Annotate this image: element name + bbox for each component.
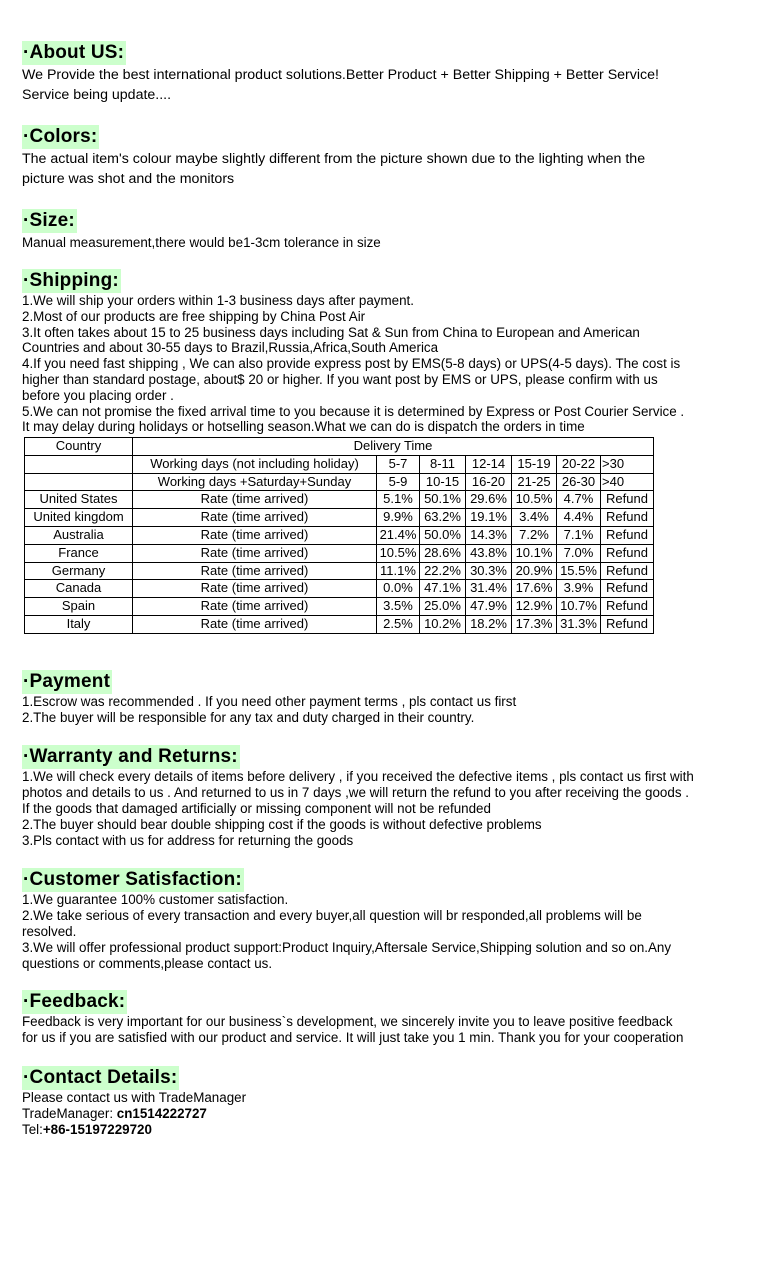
payment-line-2: 2.The buyer will be responsible for any tax and duty charged in their country. xyxy=(22,710,475,725)
rate-label-cell: Rate (time arrived) xyxy=(133,491,377,509)
rate-value-cell: 9.9% xyxy=(377,509,420,527)
rate-value-cell: 5.1% xyxy=(377,491,420,509)
contact-heading: ·Contact Details: xyxy=(23,1067,178,1088)
rate-value-cell: Refund xyxy=(601,562,654,580)
satisfaction-section xyxy=(22,868,770,972)
rate-value-cell: 47.1% xyxy=(420,580,466,598)
rate-label-cell: Rate (time arrived) xyxy=(133,615,377,633)
working-days-label: Working days (not including holiday) xyxy=(133,455,377,473)
table-row xyxy=(25,544,654,562)
tel-label: Tel: xyxy=(22,1122,43,1137)
rate-value-cell: 18.2% xyxy=(466,615,512,633)
rate-value-cell: 31.4% xyxy=(466,580,512,598)
rate-value-cell: 22.2% xyxy=(420,562,466,580)
rate-value-cell: 4.4% xyxy=(557,509,601,527)
rate-value-cell: Refund xyxy=(601,598,654,616)
rate-value-cell: 17.3% xyxy=(512,615,557,633)
rate-value-cell: 43.8% xyxy=(466,544,512,562)
shipping-section xyxy=(22,269,770,435)
empty-cell xyxy=(25,473,133,491)
rate-value-cell: 3.4% xyxy=(512,509,557,527)
shipping-line-2: 2.Most of our products are free shipping by China Post Air xyxy=(22,308,366,324)
rate-label-cell: Rate (time arrived) xyxy=(133,562,377,580)
table-row xyxy=(25,509,654,527)
warranty-line-2: photos and details to us . And returned to us in 7 days ,we will return the refund to you after receiving the goods . xyxy=(22,785,689,800)
cell: 12-14 xyxy=(466,455,512,473)
country-cell: United States xyxy=(25,491,133,509)
rate-value-cell: 25.0% xyxy=(420,598,466,616)
rate-value-cell: 10.2% xyxy=(420,615,466,633)
rate-value-cell: Refund xyxy=(601,491,654,509)
shipping-line-6: higher than standard postage, about$ 20 or higher. If you want post by EMS or UPS, please confirm with us xyxy=(22,371,658,387)
warranty-line-1: 1.We will check every details of items before delivery , if you received the defective items , pls contact us first with xyxy=(22,769,694,784)
about-heading: ·About US: xyxy=(23,42,125,63)
rate-label-cell: Rate (time arrived) xyxy=(133,598,377,616)
rate-value-cell: 7.0% xyxy=(557,544,601,562)
about-line-1: We Provide the best international product solutions.Better Product + Better Shipping + Better Service! xyxy=(22,67,659,83)
shipping-line-5: 4.If you need fast shipping , We can also provide express post by EMS(5-8 days) or UPS(4-5 days). The cost is xyxy=(22,356,681,372)
cell: 8-11 xyxy=(420,455,466,473)
rate-value-cell: 17.6% xyxy=(512,580,557,598)
rate-value-cell: 10.1% xyxy=(512,544,557,562)
feedback-line-1: Feedback is very important for our business`s development, we sincerely invite you to leave positive feedback xyxy=(22,1014,673,1029)
warranty-section xyxy=(22,745,770,849)
contact-tel xyxy=(22,1122,770,1138)
table-row xyxy=(25,526,654,544)
contact-trademanager xyxy=(22,1106,770,1122)
country-cell: United kingdom xyxy=(25,509,133,527)
rate-value-cell: 4.7% xyxy=(557,491,601,509)
cell: 16-20 xyxy=(466,473,512,491)
contact-section xyxy=(22,1066,770,1138)
country-cell: Italy xyxy=(25,615,133,633)
payment-line-1: 1.Escrow was recommended . If you need other payment terms , pls contact us first xyxy=(22,694,517,709)
rate-value-cell: 29.6% xyxy=(466,491,512,509)
feedback-line-2: for us if you are satisfied with our product and service. It will just take you 1 min. Thank you for your cooperation xyxy=(22,1030,684,1045)
about-section xyxy=(22,41,770,105)
rate-value-cell: Refund xyxy=(601,615,654,633)
satisfaction-line-1: 1.We guarantee 100% customer satisfaction. xyxy=(22,892,289,907)
rate-value-cell: 50.1% xyxy=(420,491,466,509)
about-line-2: Service being update.... xyxy=(22,87,172,103)
rate-value-cell: 3.9% xyxy=(557,580,601,598)
cell: 5-7 xyxy=(377,455,420,473)
rate-value-cell: 0.0% xyxy=(377,580,420,598)
delivery-time-table xyxy=(24,437,654,634)
table-row xyxy=(25,615,654,633)
rate-value-cell: Refund xyxy=(601,509,654,527)
feedback-heading: ·Feedback: xyxy=(23,991,126,1012)
colors-heading: ·Colors: xyxy=(23,126,98,147)
cell: 10-15 xyxy=(420,473,466,491)
size-heading: ·Size: xyxy=(23,210,75,231)
cell: 15-19 xyxy=(512,455,557,473)
table-row xyxy=(25,580,654,598)
rate-label-cell: Rate (time arrived) xyxy=(133,526,377,544)
colors-line-1: The actual item's colour maybe slightly different from the picture shown due to the lighting when the xyxy=(22,151,646,167)
rate-value-cell: 10.5% xyxy=(377,544,420,562)
warranty-line-5: 3.Pls contact with us for address for returning the goods xyxy=(22,833,354,848)
satisfaction-line-4: 3.We will offer professional product support:Product Inquiry,Aftersale Service,Shipping solution and so on.Any xyxy=(22,940,672,955)
shipping-line-7: before you placing order . xyxy=(22,387,174,403)
size-section xyxy=(22,209,770,253)
satisfaction-line-2: 2.We take serious of every transaction and every buyer,all question will br responded,all problems will be xyxy=(22,908,642,923)
feedback-section xyxy=(22,990,770,1046)
cell: >30 xyxy=(601,455,654,473)
country-cell: France xyxy=(25,544,133,562)
satisfaction-line-5: questions or comments,please contact us. xyxy=(22,956,273,971)
rate-value-cell: 3.5% xyxy=(377,598,420,616)
payment-section xyxy=(22,670,770,726)
rate-value-cell: 7.1% xyxy=(557,526,601,544)
rate-value-cell: 20.9% xyxy=(512,562,557,580)
shipping-line-4: Countries and about 30-55 days to Brazil,Russia,Africa,South America xyxy=(22,340,439,356)
rate-value-cell: 31.3% xyxy=(557,615,601,633)
cell: 5-9 xyxy=(377,473,420,491)
shipping-line-1: 1.We will ship your orders within 1-3 business days after payment. xyxy=(22,293,414,308)
rate-value-cell: Refund xyxy=(601,526,654,544)
trademanager-label: TradeManager: xyxy=(22,1106,117,1121)
satisfaction-line-3: resolved. xyxy=(22,924,77,939)
cell: 21-25 xyxy=(512,473,557,491)
shipping-line-9: It may delay during holidays or hotselling season.What we can do is dispatch the orders in time xyxy=(22,419,585,435)
warranty-line-3: If the goods that damaged artificially or missing component will not be refunded xyxy=(22,801,491,816)
empty-cell xyxy=(25,455,133,473)
rate-label-cell: Rate (time arrived) xyxy=(133,580,377,598)
cell: 20-22 xyxy=(557,455,601,473)
table-row-working-days xyxy=(25,455,654,473)
contact-line-1: Please contact us with TradeManager xyxy=(22,1090,247,1105)
rate-value-cell: 10.7% xyxy=(557,598,601,616)
rate-value-cell: 7.2% xyxy=(512,526,557,544)
rate-value-cell: 19.1% xyxy=(466,509,512,527)
country-cell: Spain xyxy=(25,598,133,616)
rate-value-cell: 2.5% xyxy=(377,615,420,633)
country-cell: Germany xyxy=(25,562,133,580)
colors-line-2: picture was shot and the monitors xyxy=(22,171,235,187)
cell: 26-30 xyxy=(557,473,601,491)
rate-value-cell: Refund xyxy=(601,580,654,598)
rate-value-cell: 10.5% xyxy=(512,491,557,509)
cell: >40 xyxy=(601,473,654,491)
rate-value-cell: 28.6% xyxy=(420,544,466,562)
size-line-1: Manual measurement,there would be1-3cm tolerance in size xyxy=(22,235,381,250)
rate-value-cell: 14.3% xyxy=(466,526,512,544)
table-row-weekend-days xyxy=(25,473,654,491)
table-header-row xyxy=(25,438,654,456)
rate-value-cell: 30.3% xyxy=(466,562,512,580)
rate-label-cell: Rate (time arrived) xyxy=(133,509,377,527)
country-cell: Canada xyxy=(25,580,133,598)
rate-value-cell: 50.0% xyxy=(420,526,466,544)
header-delivery-time: Delivery Time xyxy=(133,438,654,456)
warranty-line-4: 2.The buyer should bear double shipping cost if the goods is without defective problems xyxy=(22,817,542,832)
tel-number: +86-15197229720 xyxy=(42,1122,152,1137)
table-row xyxy=(25,491,654,509)
rate-rows xyxy=(25,491,654,633)
weekend-days-label: Working days +Saturday+Sunday xyxy=(133,473,377,491)
colors-section xyxy=(22,125,770,189)
header-country: Country xyxy=(25,438,133,456)
shipping-line-8: 5.We can not promise the fixed arrival time to you because it is determined by Express or Post Courier Service . xyxy=(22,403,685,419)
rate-value-cell: Refund xyxy=(601,544,654,562)
satisfaction-heading: ·Customer Satisfaction: xyxy=(23,869,242,890)
payment-heading: ·Payment xyxy=(23,671,111,692)
country-cell: Australia xyxy=(25,526,133,544)
rate-value-cell: 15.5% xyxy=(557,562,601,580)
rate-value-cell: 47.9% xyxy=(466,598,512,616)
trademanager-id: cn1514222727 xyxy=(116,1106,207,1121)
table-row xyxy=(25,598,654,616)
warranty-heading: ·Warranty and Returns: xyxy=(23,746,238,767)
rate-value-cell: 63.2% xyxy=(420,509,466,527)
rate-value-cell: 21.4% xyxy=(377,526,420,544)
shipping-line-3: 3.It often takes about 15 to 25 business days including Sat & Sun from China to European and American xyxy=(22,324,640,340)
table-row xyxy=(25,562,654,580)
shipping-heading: ·Shipping: xyxy=(23,270,119,291)
rate-label-cell: Rate (time arrived) xyxy=(133,544,377,562)
rate-value-cell: 12.9% xyxy=(512,598,557,616)
rate-value-cell: 11.1% xyxy=(377,562,420,580)
